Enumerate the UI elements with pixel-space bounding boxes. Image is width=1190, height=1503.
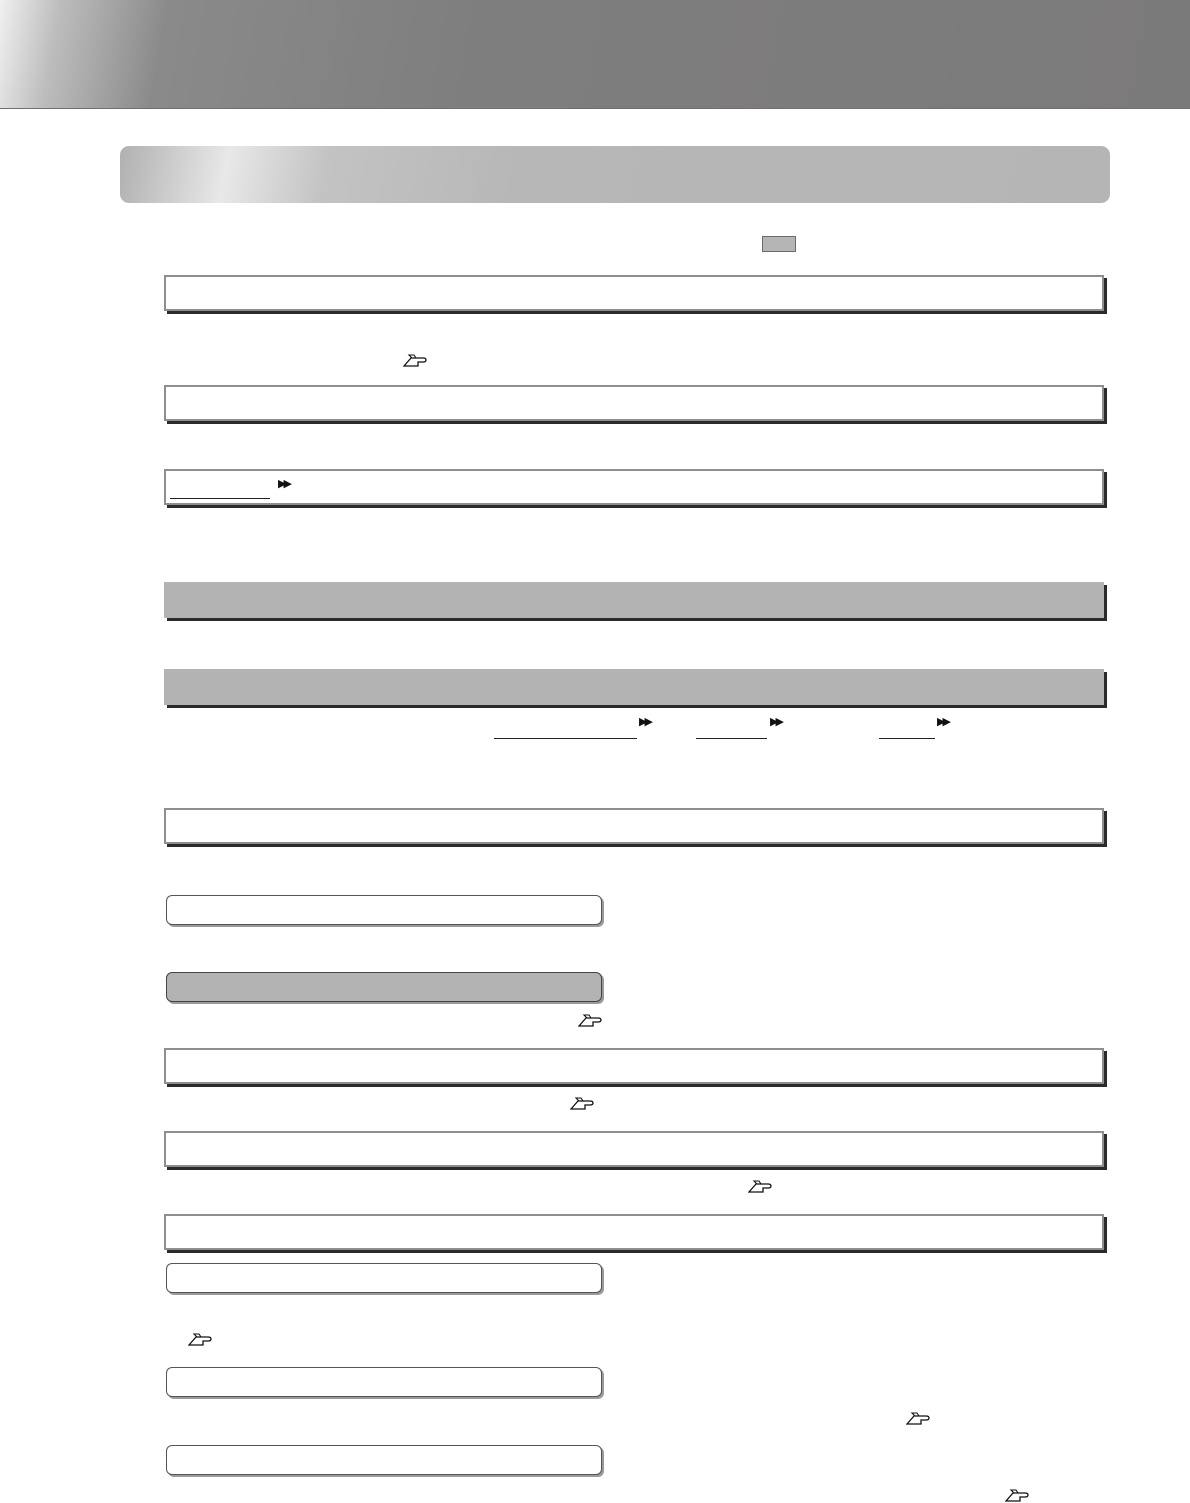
double-arrow-icon[interactable]: ▶▶ bbox=[770, 716, 781, 728]
link-underline[interactable] bbox=[170, 498, 270, 499]
menu-section-header-box bbox=[164, 582, 1104, 618]
option-box-highlighted bbox=[166, 972, 602, 1002]
link-underline[interactable] bbox=[494, 738, 637, 739]
double-arrow-icon[interactable]: ▶▶ bbox=[639, 716, 650, 728]
menu-item-box bbox=[164, 275, 1104, 311]
pointing-hand-icon[interactable] bbox=[1005, 1489, 1029, 1503]
pointing-hand-icon[interactable] bbox=[188, 1333, 212, 1347]
menu-item-box bbox=[164, 1048, 1104, 1084]
option-box bbox=[166, 1367, 602, 1397]
pointing-hand-icon[interactable] bbox=[906, 1412, 930, 1426]
option-box bbox=[166, 1445, 602, 1475]
legend-swatch bbox=[762, 236, 796, 252]
menu-section-header-box bbox=[164, 669, 1104, 705]
pointing-hand-icon[interactable] bbox=[578, 1014, 602, 1028]
pointing-hand-icon[interactable] bbox=[570, 1097, 594, 1111]
menu-item-box bbox=[164, 469, 1104, 505]
menu-item-box bbox=[164, 1214, 1104, 1250]
double-arrow-icon[interactable]: ▶▶ bbox=[937, 716, 948, 728]
pointing-hand-icon[interactable] bbox=[748, 1180, 772, 1194]
pointing-hand-icon[interactable] bbox=[403, 354, 427, 368]
link-underline[interactable] bbox=[879, 738, 935, 739]
menu-item-box bbox=[164, 808, 1104, 844]
option-box bbox=[166, 895, 602, 925]
menu-item-box bbox=[164, 1131, 1104, 1167]
section-title-bar bbox=[120, 146, 1110, 203]
option-box bbox=[166, 1263, 602, 1293]
page-header-band bbox=[0, 0, 1190, 108]
link-underline[interactable] bbox=[696, 738, 767, 739]
double-arrow-icon[interactable]: ▶▶ bbox=[278, 478, 289, 490]
menu-item-box bbox=[164, 385, 1104, 421]
